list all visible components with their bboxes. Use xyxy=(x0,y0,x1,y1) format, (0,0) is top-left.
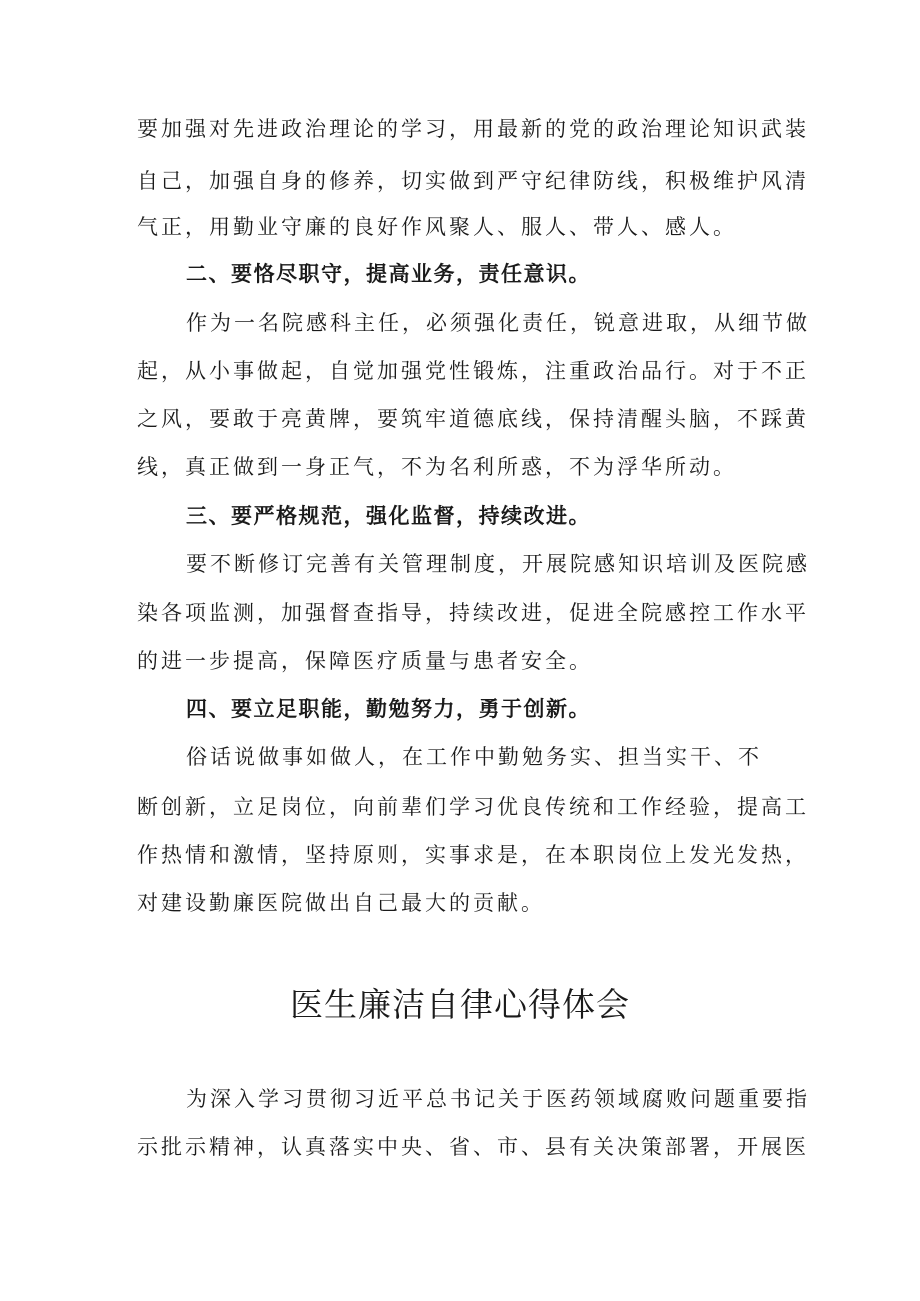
paragraph-line: 的进一步提高，保障医疗质量与患者安全。 xyxy=(137,649,593,673)
paragraph-line: 气正，用勤业守廉的良好作风聚人、服人、带人、感人。 xyxy=(137,215,737,239)
section-heading: 三、要严格规范，强化监督，持续改进。 xyxy=(186,504,591,528)
paragraph-line: 作热情和激情，坚持原则，实事求是，在本职岗位上发光发热， xyxy=(137,843,809,867)
paragraph-line: 之风，要敢于亮黄牌，要筑牢道德底线，保持清醒头脑，不踩黄 xyxy=(137,407,809,431)
paragraph-line: 要不断修订完善有关管理制度，开展院感知识培训及医院感 xyxy=(186,552,810,576)
paragraph-line: 作为一名院感科主任，必须强化责任，锐意进取，从细节做 xyxy=(186,311,810,335)
paragraph-line: 为深入学习贯彻习近平总书记关于医药领域腐败问题重要指 xyxy=(186,1087,810,1111)
section-heading: 四、要立足职能，勤勉努力，勇于创新。 xyxy=(186,697,591,721)
paragraph-line: 线，真正做到一身正气，不为名利所惑，不为浮华所动。 xyxy=(137,455,737,479)
paragraph-line: 断创新，立足岗位，向前辈们学习优良传统和工作经验，提高工 xyxy=(137,795,809,819)
paragraph-line: 自己，加强自身的修养，切实做到严守纪律防线，积极维护风清 xyxy=(137,169,809,193)
paragraph-line: 要加强对先进政治理论的学习，用最新的党的政治理论知识武装 xyxy=(137,117,809,141)
paragraph-line: 对建设勤廉医院做出自己最大的贡献。 xyxy=(137,891,545,915)
article-title: 医生廉洁自律心得体会 xyxy=(290,985,630,1024)
paragraph-line: 示批示精神，认真落实中央、省、市、县有关决策部署，开展医 xyxy=(137,1135,809,1159)
paragraph-line: 染各项监测，加强督查指导，持续改进，促进全院感控工作水平 xyxy=(137,601,809,625)
paragraph-line: 俗话说做事如做人，在工作中勤勉务实、担当实干、不 xyxy=(186,745,762,769)
section-heading: 二、要恪尽职守，提高业务，责任意识。 xyxy=(186,262,591,286)
paragraph-line: 起，从小事做起，自觉加强党性锻炼，注重政治品行。对于不正 xyxy=(137,359,809,383)
